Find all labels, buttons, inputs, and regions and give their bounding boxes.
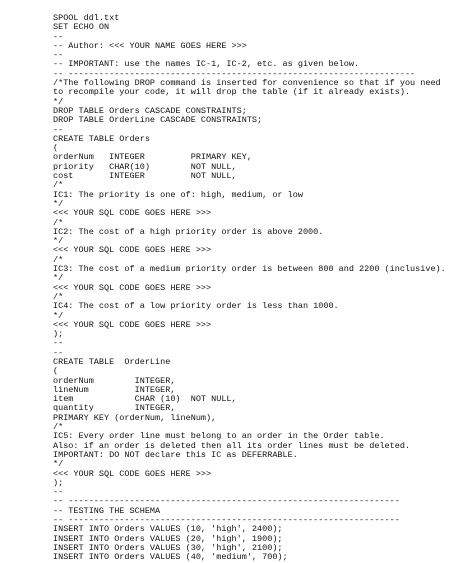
code-line: */ [53,310,64,321]
code-line: -- [53,347,64,358]
sql-script-document [53,14,468,563]
code-line: */ [53,96,64,107]
code-line: INSERT INTO Orders VALUES (20, 'high', 1900); [53,533,283,544]
code-line: -- IMPORTANT: use the names IC-1, IC-2, etc. as given below. [53,59,360,70]
code-line: Also: if an order is deleted then all its order lines must be deleted. [53,440,411,451]
code-line: IC3: The cost of a medium priority order is between 800 and 2200 (inclusive). [53,264,446,275]
code-line: DROP TABLE Orders CASCADE CONSTRAINTS; [53,105,247,116]
code-line: /* [53,291,64,302]
code-line: ); [53,329,64,340]
code-line: /* [53,217,64,228]
code-line: /*The following DROP command is inserted for convenience so that if you need [53,78,441,89]
code-line: PRIMARY KEY (orderNum, lineNum), [53,412,217,423]
code-line: -- [53,31,64,42]
code-line: cost INTEGER NOT NULL, [53,171,237,182]
code-line: ( [53,143,59,154]
code-line: -- TESTING THE SCHEMA [53,505,161,516]
code-line: to recompile your code, it will drop the table (if it already exists). [53,87,411,98]
code-line: <<< YOUR SQL CODE GOES HERE >>> [53,282,212,293]
code-line: ); [53,477,64,488]
code-line: INSERT INTO Orders VALUES (40, 'medium', 700); [53,552,288,563]
code-line: -- [53,487,64,498]
code-line: IC2: The cost of a high priority order is above 2000. [53,226,324,237]
code-line: CREATE TABLE OrderLine [53,356,171,367]
code-line: -- [53,338,64,349]
code-line: DROP TABLE OrderLine CASCADE CONSTRAINTS; [53,115,263,126]
code-line: -- [53,124,64,135]
code-line: orderNum INTEGER, [53,375,176,386]
code-line: -- [53,50,64,61]
code-line: lineNum INTEGER, [53,384,176,395]
code-line: */ [53,273,64,284]
code-line: INSERT INTO Orders VALUES (30, 'high', 2100); [53,542,283,553]
code-line: priority CHAR(10) NOT NULL, [53,161,237,172]
code-line: <<< YOUR SQL CODE GOES HERE >>> [53,245,212,256]
code-line: /* [53,422,64,433]
code-line: ( [53,366,59,377]
code-line: /* [53,254,64,265]
code-line: /* [53,180,64,191]
code-line: -- ----------------------------------------------------------------- [53,496,400,507]
code-line: -- ----------------------------------------------------------------- [53,515,400,526]
code-line: */ [53,198,64,209]
code-line: <<< YOUR SQL CODE GOES HERE >>> [53,208,212,219]
code-line: IC4: The cost of a low priority order is less than 1000. [53,301,339,312]
code-line: SPOOL ddl.txt [53,13,120,23]
code-line: -- Author: <<< YOUR NAME GOES HERE >>> [53,40,247,51]
code-line: IC1: The priority is one of: high, medium, or low [53,189,303,200]
code-line: IMPORTANT: DO NOT declare this IC as DEFERRABLE. [53,449,298,460]
code-line: CREATE TABLE Orders [53,133,150,144]
code-line: INSERT INTO Orders VALUES (10, 'high', 2400); [53,524,283,535]
code-line: */ [53,459,64,470]
code-line: -- -------------------------------------------------------------------- [53,68,416,79]
code-line: <<< YOUR SQL CODE GOES HERE >>> [53,468,212,479]
code-line: quantity INTEGER, [53,403,176,414]
code-line: SET ECHO ON [53,22,110,33]
code-line: <<< YOUR SQL CODE GOES HERE >>> [53,319,212,330]
code-line: orderNum INTEGER PRIMARY KEY, [53,152,252,163]
code-line: IC5: Every order line must belong to an order in the Order table. [53,431,385,442]
code-line: item CHAR (10) NOT NULL, [53,394,237,405]
code-line: */ [53,236,64,247]
